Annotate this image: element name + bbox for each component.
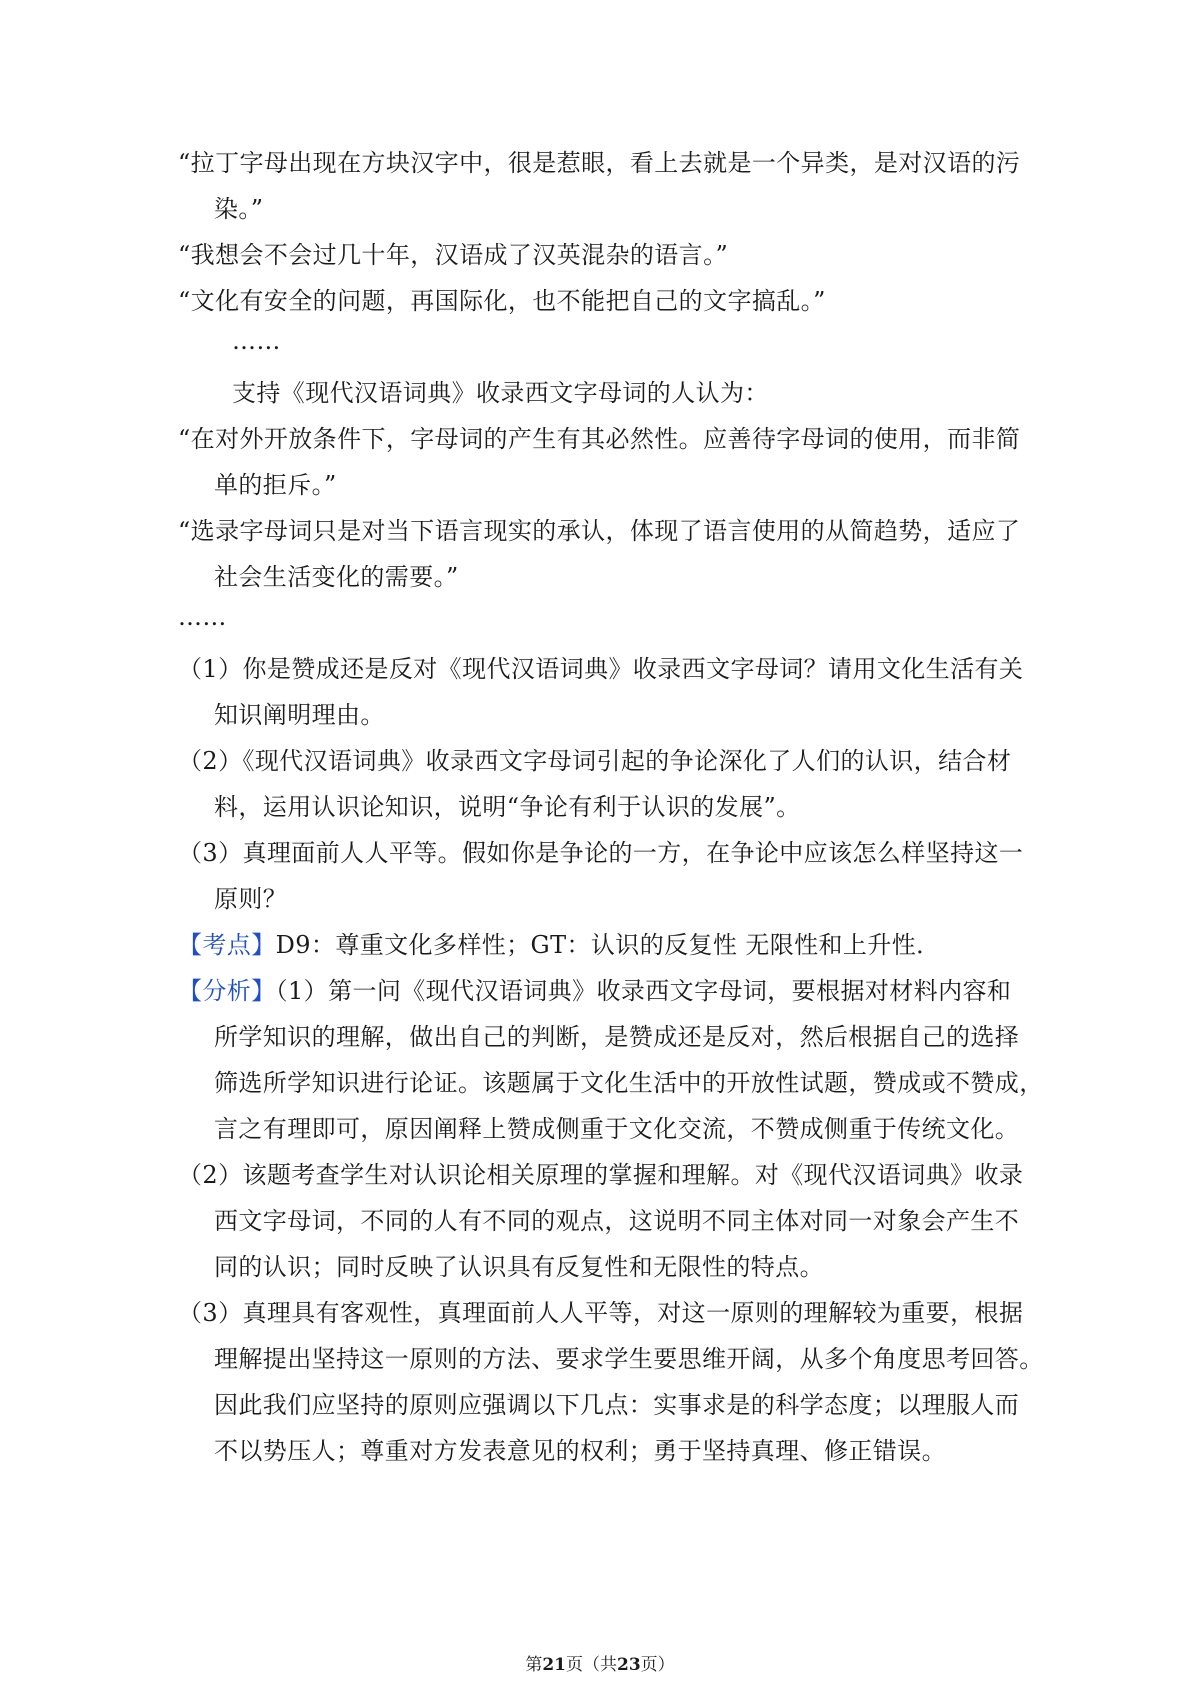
fenxi-row bbox=[178, 971, 1011, 1006]
analysis-line: 理解提出坚持这一原则的方法、要求学生要思维开阔，从多个角度思考回答。 bbox=[214, 1345, 1044, 1373]
analysis-line: 所学知识的理解，做出自己的判断，是赞成还是反对，然后根据自己的选择 bbox=[214, 1023, 1020, 1051]
analysis-line: 西文字母词，不同的人有不同的观点，这说明不同主体对同一对象会产生不 bbox=[214, 1207, 1020, 1235]
footer-prefix: 第 bbox=[525, 1655, 543, 1675]
analysis-line: 因此我们应坚持的原则应强调以下几点：实事求是的科学态度；以理服人而 bbox=[214, 1391, 1020, 1419]
quote-line: 单的拒斥。” bbox=[214, 471, 337, 499]
analysis-line: 同的认识；同时反映了认识具有反复性和无限性的特点。 bbox=[214, 1253, 824, 1281]
quote-line: “我想会不会过几十年，汉语成了汉英混杂的语言。” bbox=[178, 241, 729, 269]
quote-line: “在对外开放条件下，字母词的产生有其必然性。应善待字母词的使用，而非简 bbox=[178, 425, 1021, 453]
quote-line: “文化有安全的问题，再国际化，也不能把自己的文字搞乱。” bbox=[178, 287, 826, 315]
page-number: 21 bbox=[542, 1655, 566, 1675]
footer-suffix: 页） bbox=[640, 1655, 675, 1675]
analysis-line: （2）该题考查学生对认识论相关原理的掌握和理解。对《现代汉语词典》收录 bbox=[178, 1161, 1024, 1189]
question-line: （3）真理面前人人平等。假如你是争论的一方，在争论中应该怎么样坚持这一 bbox=[178, 839, 1024, 867]
fenxi-label: 【分析】 bbox=[178, 977, 276, 1005]
quote-line: 染。” bbox=[214, 195, 264, 223]
analysis-line: （3）真理具有客观性，真理面前人人平等，对这一原则的理解较为重要，根据 bbox=[178, 1299, 1024, 1327]
total-pages: 23 bbox=[617, 1655, 641, 1675]
fenxi-first-line: （1）第一问《现代汉语词典》收录西文字母词，要根据对材料内容和 bbox=[275, 977, 1012, 1005]
analysis-line: 筛选所学知识进行论证。该题属于文化生活中的开放性试题，赞成或不赞成， bbox=[214, 1069, 1044, 1097]
page-footer bbox=[0, 1650, 1200, 1675]
question-line: 料，运用认识论知识，说明“争论有利于认识的发展”。 bbox=[214, 793, 801, 821]
analysis-line: 言之有理即可，原因阐释上赞成侧重于文化交流，不赞成侧重于传统文化。 bbox=[214, 1115, 1020, 1143]
question-line: （1）你是赞成还是反对《现代汉语词典》收录西文字母词？请用文化生活有关 bbox=[178, 655, 1024, 683]
analysis-line: 不以势压人；尊重对方发表意见的权利；勇于坚持真理、修正错误。 bbox=[214, 1437, 946, 1465]
quote-line: “选录字母词只是对当下语言现实的承认，体现了语言使用的从简趋势，适应了 bbox=[178, 517, 1021, 545]
quote-line: “拉丁字母出现在方块汉字中，很是惹眼，看上去就是一个异类，是对汉语的污 bbox=[178, 149, 1021, 177]
quote-line: 社会生活变化的需要。” bbox=[214, 563, 459, 591]
kaodian-row bbox=[178, 925, 941, 960]
question-line: （2）《现代汉语词典》收录西文字母词引起的争论深化了人们的认识，结合材 bbox=[178, 747, 1012, 775]
kaodian-label: 【考点】 bbox=[178, 931, 276, 959]
question-line: 知识阐明理由。 bbox=[214, 701, 385, 729]
kaodian-text: D9：尊重文化多样性；GT：认识的反复性 无限性和上升性． bbox=[275, 931, 941, 959]
ellipsis: …… bbox=[232, 327, 281, 355]
ellipsis: …… bbox=[178, 603, 227, 631]
question-line: 原则？ bbox=[214, 885, 288, 913]
paragraph-line: 支持《现代汉语词典》收录西文字母词的人认为： bbox=[232, 379, 769, 407]
footer-middle: 页（共 bbox=[566, 1655, 617, 1675]
